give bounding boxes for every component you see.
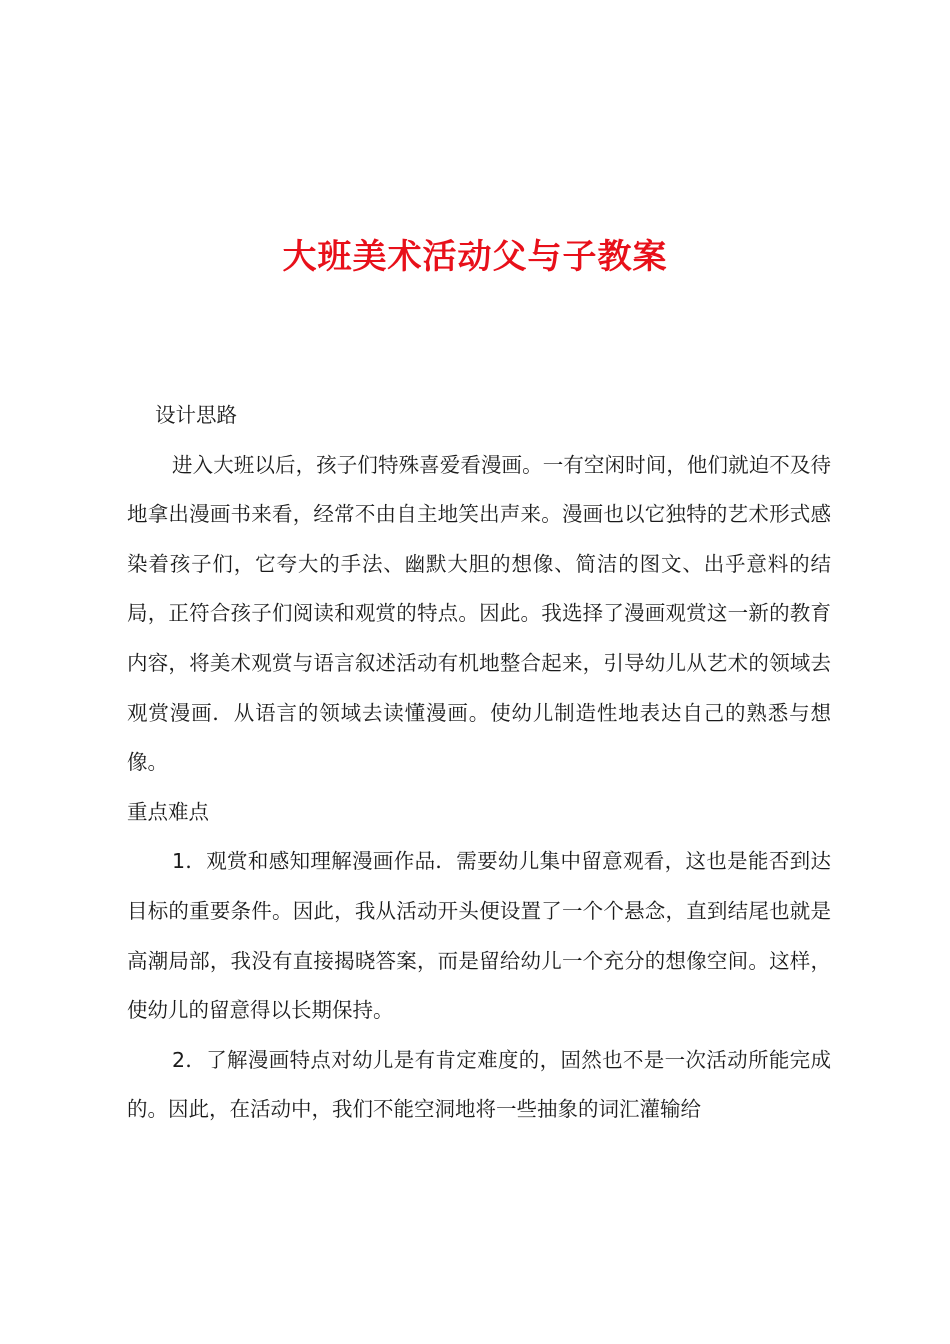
paragraph-key-point-2: 2．了解漫画特点对幼儿是有肯定难度的，固然也不是一次活动所能完成的。因此，在活动中，我们不能空洞地将一些抽象的词汇灌输给 xyxy=(127,1047,831,1122)
section-heading-design-idea: 设计思路 xyxy=(155,403,237,427)
document-body xyxy=(127,391,831,1135)
section-heading-key-points: 重点难点 xyxy=(127,799,209,824)
paragraph-key-point-1: 1．观赏和感知理解漫画作品．需要幼儿集中留意观看，这也是能否到达目标的重要条件。因此，我从活动开头便设置了一个个悬念，直到结尾也就是高潮局部，我没有直接揭晓答案，而是留给幼儿一个充分的想像空间。这样，使幼儿的留意得以长期保持。 xyxy=(127,849,831,1023)
document-title: 大班美术活动父与子教案 xyxy=(282,236,668,277)
paragraph-design-idea: 进入大班以后，孩子们特殊喜爱看漫画。一有空闲时间，他们就迫不及待地拿出漫画书来看，经常不由自主地笑出声来。漫画也以它独特的艺术形式感染着孩子们，它夸大的手法、幽默大胆的想像、简洁的图文、出乎意料的结局，正符合孩子们阅读和观赏的特点。因此。我选择了漫画观赏这一新的教育内容，将美术观赏与语言叙述活动有机地整合起来，引导幼儿从艺术的领域去观赏漫画．从语言的领域去读懂漫画。使幼儿制造性地表达自己的熟悉与想像。 xyxy=(127,452,831,775)
